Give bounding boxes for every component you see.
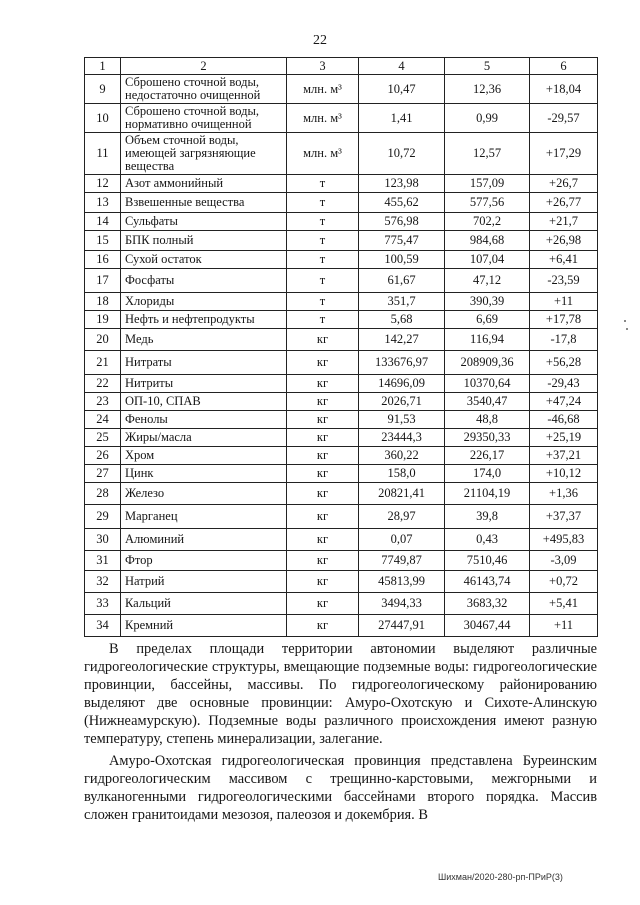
row-value-1: 1,41 (359, 104, 445, 133)
row-value-2: 3540,47 (445, 393, 530, 411)
row-unit: т (287, 311, 359, 329)
row-change: -29,57 (530, 104, 598, 133)
row-value-1: 23444,3 (359, 429, 445, 447)
row-value-2: 0,43 (445, 529, 530, 551)
row-name: Хлориды (121, 293, 287, 311)
page-number: 22 (313, 33, 327, 48)
row-value-2: 174,0 (445, 465, 530, 483)
row-name: Кремний (121, 615, 287, 637)
row-value-1: 3494,33 (359, 593, 445, 615)
row-number: 23 (85, 393, 121, 411)
row-number: 12 (85, 175, 121, 193)
row-name: ОП-10, СПАВ (121, 393, 287, 411)
row-number: 34 (85, 615, 121, 637)
row-name: Фосфаты (121, 269, 287, 293)
data-table (84, 57, 598, 637)
table-row (85, 593, 598, 615)
row-number: 32 (85, 571, 121, 593)
row-unit: кг (287, 615, 359, 637)
row-unit: кг (287, 571, 359, 593)
row-change: +10,12 (530, 465, 598, 483)
row-number: 20 (85, 329, 121, 351)
row-name: Сброшено сточной воды, нормативно очищенной (121, 104, 287, 133)
table-row (85, 251, 598, 269)
row-value-2: 157,09 (445, 175, 530, 193)
table-row (85, 133, 598, 175)
row-value-2: 48,8 (445, 411, 530, 429)
row-change: +26,98 (530, 231, 598, 251)
row-change: +5,41 (530, 593, 598, 615)
row-unit: кг (287, 593, 359, 615)
table-row (85, 231, 598, 251)
row-number: 22 (85, 375, 121, 393)
row-change: +25,19 (530, 429, 598, 447)
row-value-2: 3683,32 (445, 593, 530, 615)
row-unit: кг (287, 393, 359, 411)
row-value-1: 91,53 (359, 411, 445, 429)
column-header: 1 (85, 58, 121, 75)
row-number: 16 (85, 251, 121, 269)
table-row (85, 351, 598, 375)
scan-speck (626, 328, 628, 330)
row-number: 17 (85, 269, 121, 293)
row-name: БПК полный (121, 231, 287, 251)
table-row (85, 175, 598, 193)
row-unit: кг (287, 429, 359, 447)
row-value-1: 123,98 (359, 175, 445, 193)
scan-speck (624, 320, 626, 322)
row-unit: млн. м³ (287, 133, 359, 175)
table-row (85, 375, 598, 393)
row-value-2: 39,8 (445, 505, 530, 529)
column-header: 6 (530, 58, 598, 75)
row-value-2: 10370,64 (445, 375, 530, 393)
row-name: Фтор (121, 551, 287, 571)
table-row (85, 505, 598, 529)
row-name: Нефть и нефтепродукты (121, 311, 287, 329)
row-number: 19 (85, 311, 121, 329)
row-name: Фенолы (121, 411, 287, 429)
row-unit: кг (287, 551, 359, 571)
row-name: Жиры/масла (121, 429, 287, 447)
row-value-2: 107,04 (445, 251, 530, 269)
row-name: Азот аммонийный (121, 175, 287, 193)
row-value-2: 702,2 (445, 213, 530, 231)
row-change: -17,8 (530, 329, 598, 351)
row-change: +26,77 (530, 193, 598, 213)
row-number: 11 (85, 133, 121, 175)
row-name: Сухой остаток (121, 251, 287, 269)
row-value-2: 21104,19 (445, 483, 530, 505)
row-name: Железо (121, 483, 287, 505)
row-unit: кг (287, 447, 359, 465)
row-value-1: 45813,99 (359, 571, 445, 593)
row-unit: млн. м³ (287, 104, 359, 133)
row-value-1: 10,72 (359, 133, 445, 175)
row-number: 24 (85, 411, 121, 429)
table-header-row (85, 58, 598, 75)
row-number: 21 (85, 351, 121, 375)
row-value-1: 2026,71 (359, 393, 445, 411)
row-name: Кальций (121, 593, 287, 615)
row-unit: т (287, 251, 359, 269)
row-change: +18,04 (530, 75, 598, 104)
table-row (85, 393, 598, 411)
row-value-1: 0,07 (359, 529, 445, 551)
row-value-1: 100,59 (359, 251, 445, 269)
row-value-1: 28,97 (359, 505, 445, 529)
row-number: 26 (85, 447, 121, 465)
row-change: -46,68 (530, 411, 598, 429)
row-change: +56,28 (530, 351, 598, 375)
row-name: Цинк (121, 465, 287, 483)
row-change: +11 (530, 615, 598, 637)
row-change: +37,21 (530, 447, 598, 465)
row-unit: т (287, 231, 359, 251)
row-number: 18 (85, 293, 121, 311)
row-value-2: 577,56 (445, 193, 530, 213)
row-value-1: 158,0 (359, 465, 445, 483)
table-row (85, 293, 598, 311)
table-row (85, 429, 598, 447)
row-number: 33 (85, 593, 121, 615)
row-value-2: 116,94 (445, 329, 530, 351)
row-change: +17,29 (530, 133, 598, 175)
row-unit: т (287, 293, 359, 311)
row-value-1: 775,47 (359, 231, 445, 251)
row-unit: кг (287, 329, 359, 351)
row-value-1: 133676,97 (359, 351, 445, 375)
row-name: Натрий (121, 571, 287, 593)
row-change: +495,83 (530, 529, 598, 551)
row-value-1: 360,22 (359, 447, 445, 465)
row-value-2: 984,68 (445, 231, 530, 251)
table-row (85, 104, 598, 133)
row-number: 30 (85, 529, 121, 551)
row-name: Хром (121, 447, 287, 465)
table-row (85, 551, 598, 571)
row-value-1: 10,47 (359, 75, 445, 104)
row-number: 27 (85, 465, 121, 483)
row-unit: кг (287, 411, 359, 429)
row-name: Нитраты (121, 351, 287, 375)
table-row (85, 571, 598, 593)
row-unit: кг (287, 483, 359, 505)
document-stamp: Шихман/2020-280-рп-ПРиР(3) (438, 872, 563, 882)
table-row (85, 213, 598, 231)
row-value-2: 208909,36 (445, 351, 530, 375)
column-header: 4 (359, 58, 445, 75)
row-name: Взвешенные вещества (121, 193, 287, 213)
row-number: 25 (85, 429, 121, 447)
body-text (84, 640, 597, 824)
row-number: 28 (85, 483, 121, 505)
row-change: +0,72 (530, 571, 598, 593)
paragraph: Амуро-Охотская гидрогеологическая провинция представлена Буреинским гидрогеологическим массивом с трещинно-карстовыми, межгорными и вулканогенными гидрогеологическими бассейнами второго порядка. Массив сложен гранитоидами мезозоя, палеозоя и докембрия. В (84, 753, 597, 823)
row-value-1: 351,7 (359, 293, 445, 311)
row-value-2: 12,36 (445, 75, 530, 104)
row-number: 14 (85, 213, 121, 231)
table-row (85, 329, 598, 351)
row-name: Марганец (121, 505, 287, 529)
table-body (85, 75, 598, 637)
row-value-1: 27447,91 (359, 615, 445, 637)
row-number: 9 (85, 75, 121, 104)
row-value-2: 390,39 (445, 293, 530, 311)
row-value-1: 61,67 (359, 269, 445, 293)
table-row (85, 447, 598, 465)
table-row (85, 75, 598, 104)
row-unit: т (287, 213, 359, 231)
table-row (85, 193, 598, 213)
table-row (85, 311, 598, 329)
row-unit: кг (287, 351, 359, 375)
row-value-2: 0,99 (445, 104, 530, 133)
row-unit: т (287, 269, 359, 293)
row-name: Сульфаты (121, 213, 287, 231)
row-value-2: 226,17 (445, 447, 530, 465)
row-unit: кг (287, 375, 359, 393)
row-value-2: 12,57 (445, 133, 530, 175)
table-row (85, 465, 598, 483)
row-change: +21,7 (530, 213, 598, 231)
row-value-2: 6,69 (445, 311, 530, 329)
row-change: +17,78 (530, 311, 598, 329)
row-name: Алюминий (121, 529, 287, 551)
row-change: -23,59 (530, 269, 598, 293)
row-change: +37,37 (530, 505, 598, 529)
row-change: +47,24 (530, 393, 598, 411)
row-number: 13 (85, 193, 121, 213)
row-value-1: 20821,41 (359, 483, 445, 505)
row-value-1: 7749,87 (359, 551, 445, 571)
row-number: 29 (85, 505, 121, 529)
table-row (85, 269, 598, 293)
row-unit: кг (287, 529, 359, 551)
row-value-1: 576,98 (359, 213, 445, 231)
row-name: Сброшено сточной воды, недостаточно очищенной (121, 75, 287, 104)
row-value-1: 14696,09 (359, 375, 445, 393)
row-value-1: 142,27 (359, 329, 445, 351)
table-row (85, 615, 598, 637)
row-change: -3,09 (530, 551, 598, 571)
row-unit: т (287, 193, 359, 213)
row-value-2: 47,12 (445, 269, 530, 293)
paragraph: В пределах площади территории автономии выделяют различные гидрогеологические структуры, вмещающие подземные воды: гидрогеологические провинции, бассейны, массивы. По гидрогеологическому районированию выделяют две основные провинции: Амуро-Охотскую и Сихоте-Алинскую (Нижнеамурскую). Подземные воды различного происхождения имеют разную температуру, степень минерализации, залегание. (84, 641, 597, 747)
row-name: Объем сточной воды, имеющей загрязняющие вещества (121, 133, 287, 175)
row-name: Нитриты (121, 375, 287, 393)
column-header: 5 (445, 58, 530, 75)
table-row (85, 529, 598, 551)
row-value-2: 7510,46 (445, 551, 530, 571)
row-value-2: 30467,44 (445, 615, 530, 637)
column-header: 3 (287, 58, 359, 75)
row-number: 31 (85, 551, 121, 571)
row-change: -29,43 (530, 375, 598, 393)
row-number: 10 (85, 104, 121, 133)
row-change: +1,36 (530, 483, 598, 505)
row-value-1: 5,68 (359, 311, 445, 329)
row-change: +26,7 (530, 175, 598, 193)
row-unit: кг (287, 465, 359, 483)
row-value-1: 455,62 (359, 193, 445, 213)
row-value-2: 46143,74 (445, 571, 530, 593)
row-unit: т (287, 175, 359, 193)
row-unit: млн. м³ (287, 75, 359, 104)
row-change: +6,41 (530, 251, 598, 269)
row-value-2: 29350,33 (445, 429, 530, 447)
table-row (85, 411, 598, 429)
row-number: 15 (85, 231, 121, 251)
column-header: 2 (121, 58, 287, 75)
row-unit: кг (287, 505, 359, 529)
table-row (85, 483, 598, 505)
row-change: +11 (530, 293, 598, 311)
row-name: Медь (121, 329, 287, 351)
